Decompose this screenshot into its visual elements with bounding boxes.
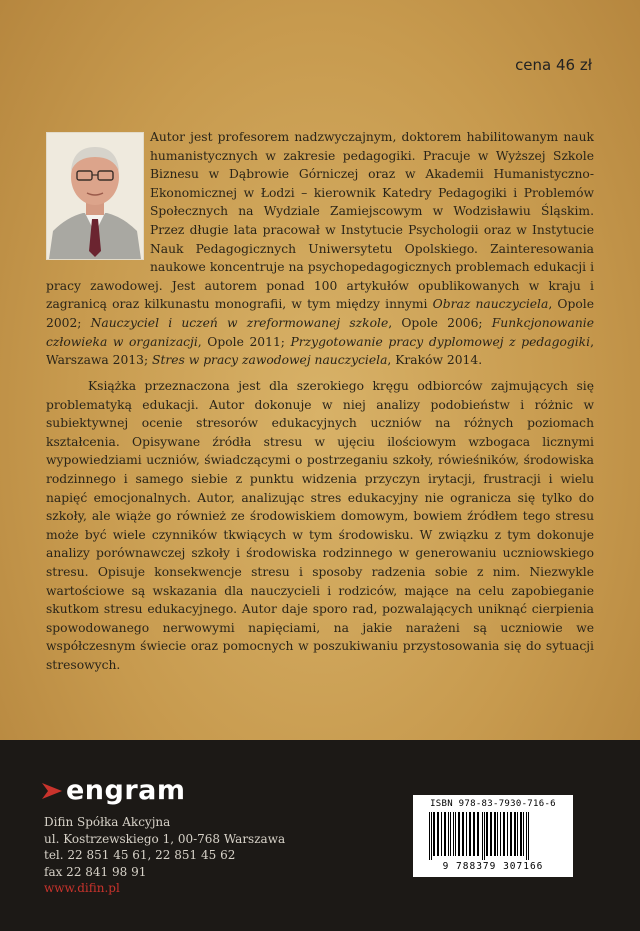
- isbn-text: ISBN 978-83-7930-716-6: [430, 799, 556, 809]
- book-title: Funkcjonowanie człowieka w organizacji: [46, 315, 595, 349]
- publisher-logo: [42, 775, 186, 806]
- engram-logo-icon: [42, 781, 62, 801]
- price-label: cena 46 zł: [515, 56, 592, 74]
- logo-text: engram: [66, 775, 186, 806]
- barcode-number: 9 788379 307166: [442, 861, 544, 872]
- book-title: Obraz nauczyciela: [432, 297, 549, 312]
- publisher-address: ul. Kostrzewskiego 1, 00-768 Warszawa: [44, 831, 286, 846]
- bio-text: Autor jest profesorem nadzwyczajnym, doktorem habilitowanym nauk humanistycznych w zakresie pedagogiki. Pracuje w Wyższej Szkole Biznesu w Dąbrowie Górniczej oraz w Akademii Humanistyczno-Ekonomicznej w Łodzi – kierownik Katedry Pedagogiki i Problemów Społecznych na Wydziale Zamiejscowym w Wodzisławiu Śląskim. Przez długie lata pracował w Instytucie Psychologii oraz w Instytucie Nauk Pedagogicznych Uniwersytetu Opolskiego. Zainteresowania naukowe koncentruje na psychopedagogicznych problemach edukacji i pracy zawodowej. Jest autorem ponad 100 artykułów opublikowanych w kraju i zagranicą oraz kilkunastu monografii, w tym między innymi: [46, 130, 594, 312]
- book-description: [46, 377, 594, 675]
- book-title: Przygotowanie pracy dyplomowej z pedagogiki: [290, 334, 591, 349]
- author-bio: Autor jest profesorem nadzwyczajnym, doktorem habilitowanym nauk humanistycznych w zakresie pedagogiki. Pracuje w Wyższej Szkole Biznesu w Dąbrowie Górniczej oraz w Akademii Humanistyczno-Ekonomicznej w Łodzi – kierownik Katedry Pedagogiki i Problemów Społecznych na Wydziale Zamiejscowym w Wodzisławiu Śląskim. Przez długie lata pracował w Instytucie Psychologii oraz w Instytucie Nauk Pedagogicznych Uniwersytetu Opolskiego. Zainteresowania naukowe koncentruje na psychopedagogicznych problemach edukacji i pracy zawodowej. Jest autorem ponad 100 artykułów opublikowanych w kraju i zagranicą oraz kilkunastu monografii, w tym między innymi Obraz nauczyciela, Opole 2002; Nauczyciel i uczeń w zreformowanej szkole, Opole 2006; Funkcjonowanie człowieka w organizacji, Opole 2011; Przygotowanie pracy dyplomowej z pedagogiki, Warszawa 2013; Stres w pracy zawodowej nauczyciela, Kraków 2014.: [46, 130, 595, 368]
- description-text: Książka przeznaczona jest dla szerokiego kręgu odbiorców zajmujących się problematyką edukacji. Autor dokonuje w niej analizy podobieństw i różnic w subiektywnej ocenie stresorów edukacyjnych uczniów na różnych poziomach kształcenia. Opisywane źródła stresu w ujęciu ilościowym wzbogaca licznymi wypowiedziami uczniów, świadczącymi o postrzeganiu szkoły, rówieśników, środowiska rodzinnego i samego siebie z punktu widzenia przyczyn irytacji, frustracji i wielu napięć emocjonalnych. Autor, analizując stres edukacyjny nie ogranicza się tylko do szkoły, ale wiąże go również ze środowiskiem domowym, bowiem źródłem tego stresu może być wiele czynników tkwiących w tym środowisku. W związku z tym dokonuje analizy porównawczej szkoły i środowiska rodzinnego w generowaniu uczniowskiego stresu. Opisuje konsekwencje stresu i sposoby radzenia sobie z nim. Niezwykle wartościowe są wskazania dla nauczycieli i rodziców, mające na celu zapobieganie skutkom stresu edukacyjnego. Autor daje sporo rad, pozwalających uniknąć cierpienia spowodowanego nerwowymi napięciami, na jakie narażeni są uczniowie we współczesnym świecie oraz pomocnych w poszukiwaniu przystosowania się do sytuacji stresowych.: [46, 379, 594, 672]
- publisher-name: Difin Spółka Akcyjna: [44, 815, 171, 829]
- publisher-fax: fax 22 841 98 91: [44, 864, 147, 879]
- book-title: Nauczyciel i uczeń w zreformowanej szkole: [90, 315, 389, 330]
- book-title: Stres w pracy zawodowej nauczyciela: [152, 353, 388, 368]
- isbn-barcode: [413, 795, 573, 877]
- barcode-bars: [429, 812, 557, 860]
- publisher-website: www.difin.pl: [44, 881, 120, 895]
- publisher-info: [44, 814, 285, 897]
- publisher-phone: tel. 22 851 45 61, 22 851 45 62: [44, 848, 236, 862]
